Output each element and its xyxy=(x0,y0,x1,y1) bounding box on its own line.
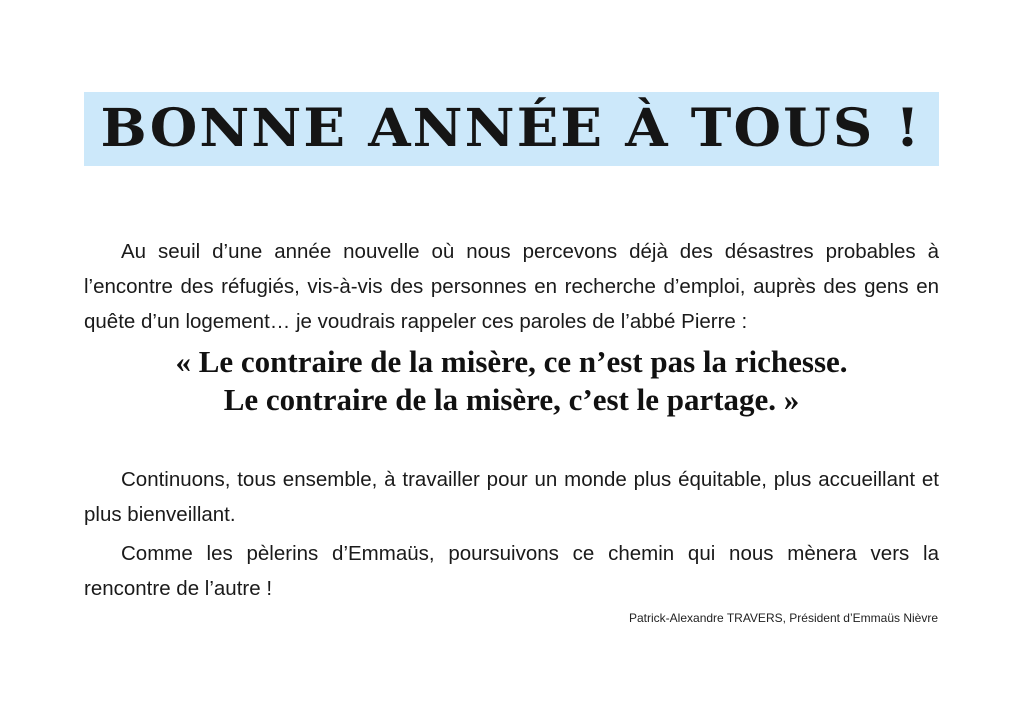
page-title: BONNE ANNÉE À TOUS ! xyxy=(100,98,923,159)
intro-paragraph: Au seuil d’une année nouvelle où nous percevons déjà des désastres probables à l’encontre des réfugiés, vis-à-vis des personnes en recherche d’emploi, auprès des gens en quête d’un logement… je voudrais rappeler ces paroles de l’abbé Pierre : xyxy=(84,240,939,333)
quote-line-2: Le contraire de la misère, c’est le partage. » xyxy=(223,382,800,417)
quote-block xyxy=(84,343,939,419)
closing-paragraph: Comme les pèlerins d’Emmaüs, poursuivons ce chemin qui nous mènera vers la rencontre de l’autre ! xyxy=(84,542,939,600)
quote-line-1: « Le contraire de la misère, ce n’est pas la richesse. xyxy=(175,344,848,379)
title-banner xyxy=(84,92,939,166)
signature: Patrick-Alexandre TRAVERS, Président d’Emmaüs Nièvre xyxy=(629,611,938,625)
call-to-action-paragraph: Continuons, tous ensemble, à travailler pour un monde plus équitable, plus accueillant et plus bienveillant. xyxy=(84,468,939,526)
